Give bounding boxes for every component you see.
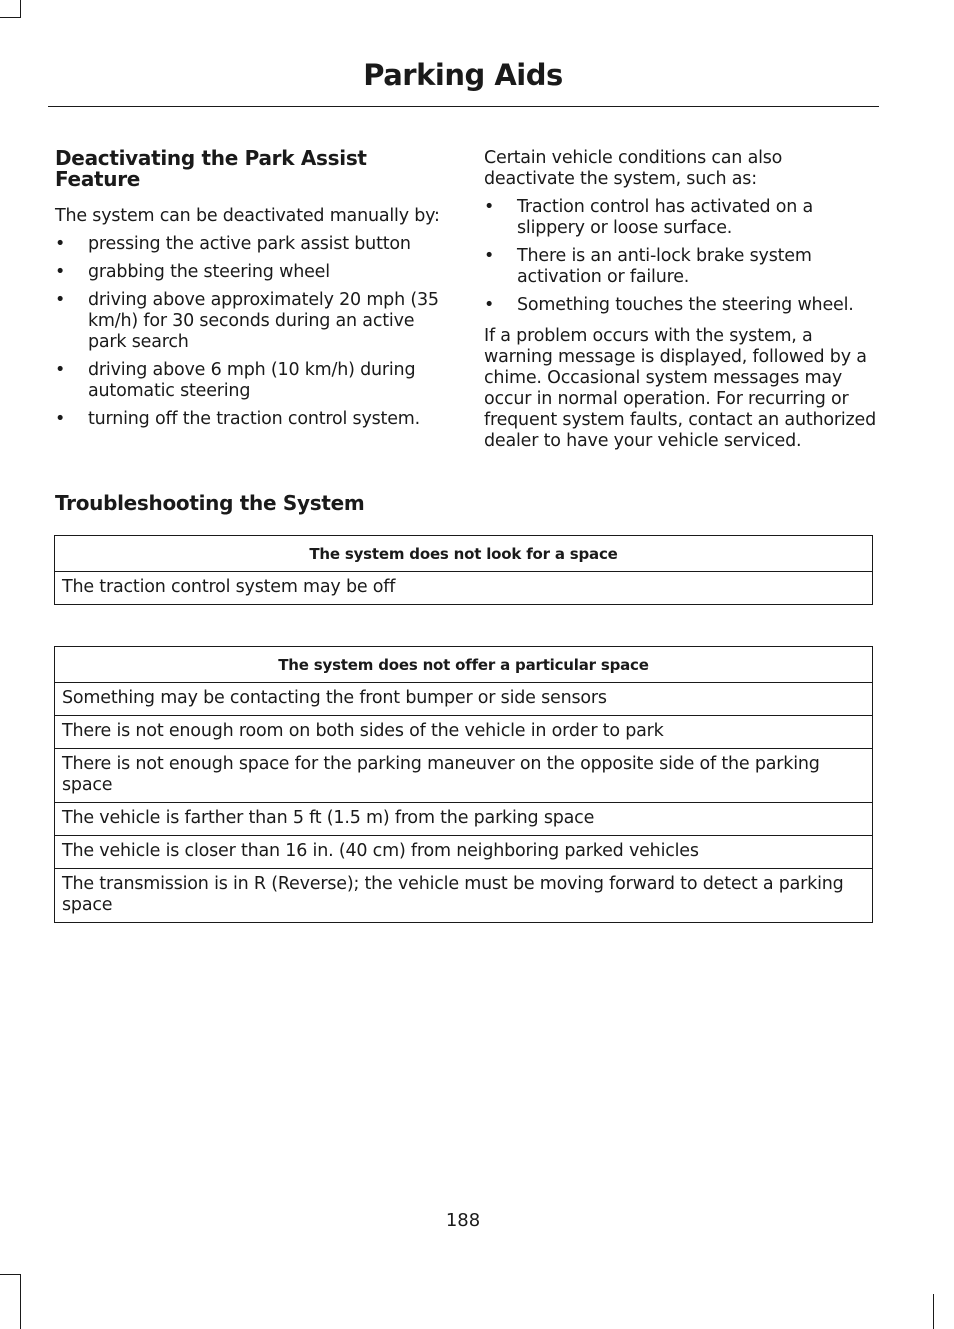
table-cell: There is not enough space for the parking maneuver on the opposite side of the parking space <box>55 749 873 803</box>
right-intro: Certain vehicle conditions can also deactivate the system, such as: <box>484 148 783 189</box>
left-column <box>55 148 447 440</box>
left-intro: The system can be deactivated manually by: <box>55 206 440 226</box>
list-item-text: driving above 6 mph (10 km/h) during automatic steering <box>88 360 416 401</box>
bullet: • <box>55 360 66 380</box>
list-item <box>55 290 447 353</box>
troubleshooting-table-no-offer <box>54 646 873 923</box>
bullet: • <box>55 262 66 282</box>
table-cell: There is not enough room on both sides of the vehicle in order to park <box>55 716 873 749</box>
crop-mark <box>933 1294 934 1329</box>
bullet: • <box>484 246 495 266</box>
crop-mark <box>20 0 21 18</box>
crop-mark <box>20 1274 21 1329</box>
bullet: • <box>55 234 66 254</box>
list-item-text: Traction control has activated on a slippery or loose surface. <box>517 197 813 238</box>
table-row <box>55 803 873 836</box>
table-row <box>55 869 873 923</box>
list-item <box>55 409 447 430</box>
list-item-text: There is an anti-lock brake system activation or failure. <box>517 246 812 287</box>
table-header: The system does not offer a particular space <box>55 647 873 683</box>
page-number: 188 <box>445 1210 481 1231</box>
bullet: • <box>55 290 66 310</box>
list-item <box>484 246 876 288</box>
list-item-text: turning off the traction control system. <box>88 409 420 429</box>
bullet: • <box>484 197 495 217</box>
title-divider <box>48 106 879 107</box>
list-item-text: Something touches the steering wheel. <box>517 295 854 315</box>
table-row <box>55 572 873 605</box>
bullet: • <box>55 409 66 429</box>
section-heading-deactivating: Deactivating the Park Assist Feature <box>55 146 367 191</box>
conditions-list <box>484 197 876 316</box>
list-item-text: pressing the active park assist button <box>88 234 411 254</box>
troubleshooting-table-no-search <box>54 535 873 605</box>
table-cell: The transmission is in R (Reverse); the vehicle must be moving forward to detect a parking space <box>55 869 873 923</box>
right-column <box>484 148 876 459</box>
page-title: Parking Aids <box>363 58 563 92</box>
list-item <box>484 295 876 316</box>
table-row <box>55 716 873 749</box>
table-cell: The traction control system may be off <box>55 572 873 605</box>
table-header: The system does not look for a space <box>55 536 873 572</box>
section-heading-troubleshooting: Troubleshooting the System <box>55 491 365 515</box>
list-item-text: driving above approximately 20 mph (35 km/h) for 30 seconds during an active park search <box>88 290 439 352</box>
table-cell: Something may be contacting the front bumper or side sensors <box>55 683 873 716</box>
list-item-text: grabbing the steering wheel <box>88 262 330 282</box>
list-item <box>55 234 447 255</box>
bullet: • <box>484 295 495 315</box>
crop-mark <box>0 17 20 18</box>
right-closing-paragraph: If a problem occurs with the system, a warning message is displayed, followed by a chime. Occasional system messages may occur in normal operation. For recurring or frequent system faults, contact an authorized dealer to have your vehicle serviced. <box>484 326 877 451</box>
crop-mark <box>0 1274 20 1275</box>
list-item <box>484 197 876 239</box>
deactivation-list <box>55 234 447 430</box>
table-cell: The vehicle is farther than 5 ft (1.5 m) from the parking space <box>55 803 873 836</box>
table-cell: The vehicle is closer than 16 in. (40 cm) from neighboring parked vehicles <box>55 836 873 869</box>
list-item <box>55 262 447 283</box>
list-item <box>55 360 447 402</box>
table-row <box>55 836 873 869</box>
table-row <box>55 749 873 803</box>
table-row <box>55 683 873 716</box>
